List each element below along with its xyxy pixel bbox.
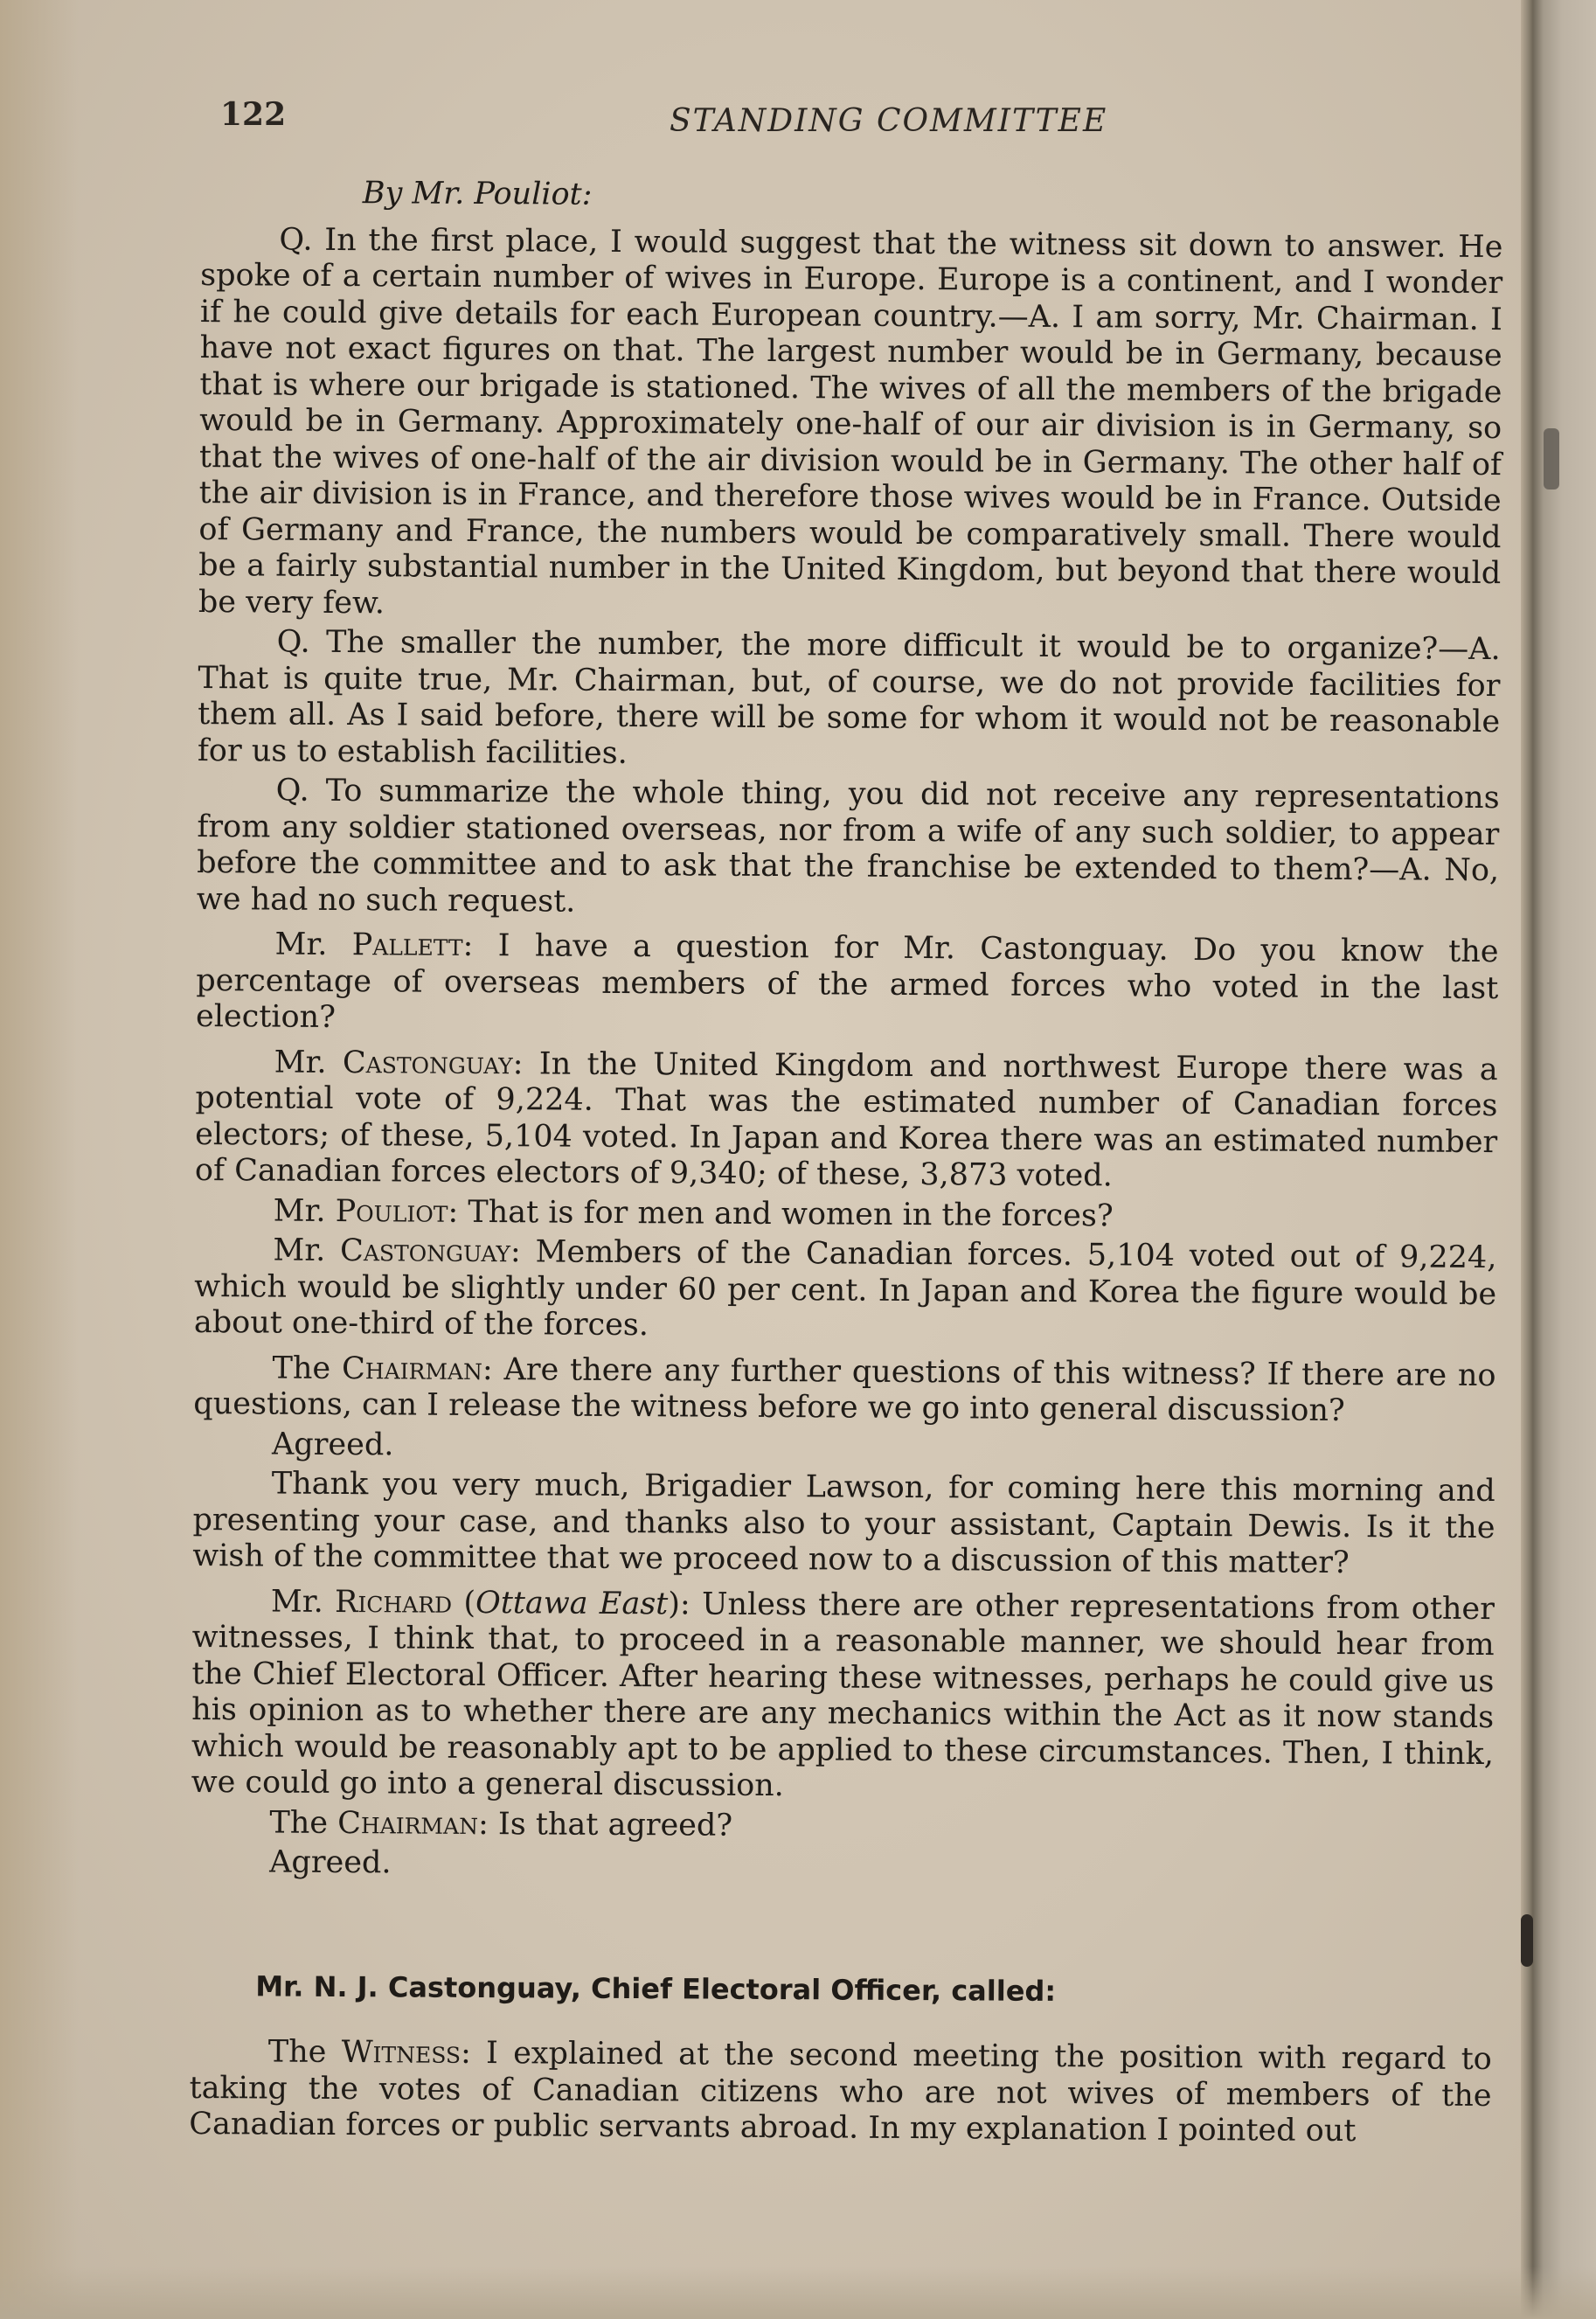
speaker-prefix: Mr.	[270, 1584, 336, 1620]
chairman-paragraph-2	[191, 1804, 1493, 1849]
riding-close: )	[668, 1586, 681, 1621]
speaker-name: Pallett	[351, 927, 463, 963]
speaker-name: Chairman	[337, 1805, 479, 1842]
speech-text: : Members of the Canadian forces. 5,104 voted out of 9,224, which would be slightly under 60 per cent. In Japan and Korea the figure would be about one-third of the forces.	[193, 1234, 1497, 1343]
qa-paragraph-2: Q. The smaller the number, the more difficult it would be to organize?—A. That is quite true, Mr. Chairman, but, of course, we do not provide facilities for them all. As I said before, there will be some for whom it would not be reasonable for us to establish facilities.	[197, 624, 1501, 771]
speaker-prefix: The	[272, 1350, 343, 1386]
qa-paragraph-3: Q. To summarize the whole thing, you did not receive any representations from any soldier stationed overseas, nor from a wife of any such soldier, to appear before the committee and to ask that the franchise be extended to them?—A. No, we had no such request.	[196, 773, 1500, 920]
page-shadow-bottom	[0, 2267, 1596, 2319]
speaker-name: Castonguay	[339, 1232, 511, 1270]
speaker-name: Pouliot	[335, 1193, 448, 1230]
speaker-prefix: The	[267, 2034, 342, 2071]
examiner-line: By Mr. Pouliot:	[362, 176, 593, 212]
richard-paragraph	[191, 1583, 1495, 1809]
speaker-prefix: Mr.	[274, 1045, 343, 1080]
page-number: 122	[220, 96, 287, 133]
pallett-paragraph	[196, 927, 1499, 1044]
speech-text: : I explained at the second meeting the position with regard to taking the votes of Canadian citizens who are not wives of members of the Canadian forces or public servants abroad. In my explanation I pointed out	[189, 2035, 1492, 2149]
witness-called-heading: Mr. N. J. Castonguay, Chief Electoral Officer, called:	[255, 1968, 1057, 2008]
chairman-paragraph-1	[193, 1350, 1495, 1430]
castonguay-paragraph-1	[195, 1044, 1498, 1197]
speaker-name: Castonguay	[342, 1045, 513, 1081]
qa-paragraph-1: Q. In the first place, I would suggest that the witness sit down to answer. He spoke of a certain number of wives in Europe. Europe is a continent, and I wonder if he could give details for each European country.—A. I am sorry, Mr. Chairman. I have not exact figures on that. The largest number would be in Germany, because that is where our brigade is stationed. The wives of all the members of the brigade would be in Germany. Approximately one-half of our air division is in Germany, so that the wives of one-half of the air division would be in Germany. The other half of the air division is in France, and therefore those wives would be in France. Outside of Germany and France, the numbers would be comparatively small. There would be a fairly substantial number in the United Kingdom, but beyond that there would be very few.	[198, 222, 1503, 621]
gutter-tab	[1544, 428, 1559, 489]
speech-text: : In the United Kingdom and northwest Europe there was a potential vote of 9,224. That was the estimated number of Canadian forces electors; of these, 5,104 voted. In Japan and Korea there was an estimated number of Canadian forces electors of 9,340; of these, 3,873 voted.	[194, 1045, 1498, 1194]
page-body	[189, 166, 1503, 2155]
speech-text: : Is that agreed?	[477, 1806, 733, 1843]
page-shadow-left	[0, 0, 79, 2319]
speaker-name: Witness	[341, 2035, 461, 2071]
witness-paragraph	[189, 2034, 1492, 2151]
riding-open: (	[452, 1585, 476, 1621]
riding-name: Ottawa East	[475, 1585, 669, 1621]
book-gutter	[1521, 0, 1596, 2319]
agreed-line-1: Agreed.	[271, 1427, 394, 1462]
speaker-prefix: The	[269, 1805, 338, 1841]
speech-text: : I have a question for Mr. Castonguay. Do you know the percentage of overseas members of the armed forces who voted in the last election?	[195, 927, 1499, 1035]
speech-text: : Are there any further questions of this witness? If there are no questions, can I release the witness before we go into general discussion?	[193, 1351, 1496, 1429]
speaker-prefix: Mr.	[273, 1232, 341, 1268]
gutter-clip	[1521, 1914, 1533, 1967]
speech-text: : That is for men and women in the forces?	[448, 1194, 1114, 1233]
page-header	[0, 87, 1596, 157]
speech-text: : Unless there are other representations from other witnesses, I think that, to proceed in a reasonable manner, we should hear from the Chief Electoral Officer. After hearing these witnesses, perhaps he could give us his opinion as to whether there are any mechanics within the Act as it now stands which would be reasonably apt to be applied to these circumstances. Then, I think, we could go into a general discussion.	[191, 1586, 1495, 1804]
speaker-name: Richard	[334, 1584, 453, 1621]
agreed-line-2: Agreed.	[269, 1844, 392, 1881]
speaker-name: Chairman	[341, 1350, 483, 1387]
running-title: STANDING COMMITTEE	[670, 103, 1108, 139]
speaker-prefix: Mr.	[274, 927, 352, 963]
pouliot-paragraph	[195, 1192, 1497, 1237]
speaker-prefix: Mr.	[273, 1193, 336, 1229]
castonguay-paragraph-2	[194, 1232, 1497, 1350]
chairman-thanks-paragraph: Thank you very much, Brigadier Lawson, for coming here this morning and presenting your case, and thanks also to your assistant, Captain Dewis. Is it the wish of the committee that we proceed now to a discussion of this matter?	[192, 1466, 1495, 1581]
